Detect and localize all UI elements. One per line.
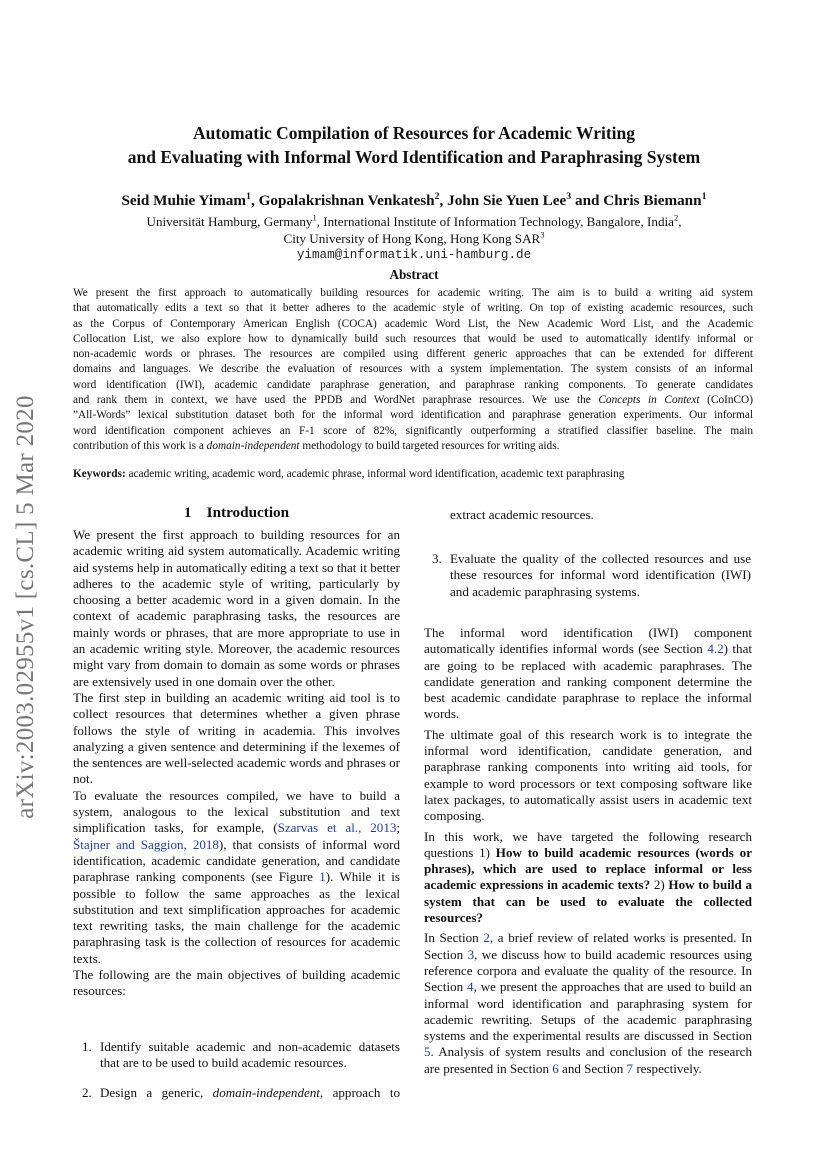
intro-paragraph-3 [73, 788, 400, 967]
title-line-1: Automatic Compilation of Resources for Academic Writing [193, 123, 635, 143]
abstract-line: We present the first approach to automatically building resources for academic writing. The aim is to build a writing aid system [73, 287, 753, 299]
p3-text: To evaluate the resources compiled, we have to build a system, analogous to the lexical substitution and text simplification tasks, for example, ( [73, 787, 400, 836]
abstract-domain-italic: domain-independent [206, 439, 300, 452]
section-5-link[interactable]: 5 [424, 1044, 431, 1060]
r4-text: respectively. [633, 1060, 702, 1076]
p3-text: ). While it is possible to follow the same approaches as the lexical substitution and text simplification approaches for academic text rewriting tasks, the main challenge for the academic paraphrasing task is the collection of resources for academic texts. [73, 869, 400, 966]
section-number: 1 [183, 504, 192, 521]
abstract-body [73, 286, 753, 454]
research-question-2: How to build a system that can be used to evaluate the collected resources? [424, 877, 753, 926]
abstract-line: word identification component achieves an F-1 score of 82%, significantly outperforming a stratified classifier baseline. The main [73, 424, 753, 437]
arxiv-identifier-stamp [6, 362, 46, 852]
section-heading-introduction [73, 504, 400, 522]
list-text-part: , approach to [319, 1085, 400, 1100]
r1-text: The informal word identification (IWI) component automatically identifies informal words (see Section [424, 625, 752, 657]
affiliations [60, 213, 768, 247]
section-7-link[interactable]: 7 [626, 1060, 634, 1076]
abstract-line: word identification (IWI), academic candidate paraphrase generation, and paraphrase ranking components. To generate candidates [73, 378, 753, 391]
r1-text: ) that are going to be replaced with academic paraphrases. The candidate generation and ranking component determine the best academic candidate paraphrase to replace the informal words. [424, 641, 752, 722]
citation-szarvas-2013[interactable]: Szarvas et al., 2013 [277, 820, 397, 836]
p3-text: ), that consists of informal word identification, academic candidate generation, and candidate paraphrase ranking components (see Figure [73, 836, 401, 885]
affil-comma: , [678, 214, 682, 229]
p3-sep: ; [396, 820, 400, 836]
abstract-coinco-italic: Concepts in Context [598, 394, 700, 407]
contact-email[interactable]: yimam@informatik.uni-hamburg.de [296, 248, 532, 262]
r3-text: 2) [650, 877, 669, 893]
arxiv-id-text: arXiv:2003.02955v1 [cs.CL] 5 Mar 2020 [12, 395, 39, 819]
author-4: and Chris Biemann [571, 192, 702, 209]
section-4-link[interactable]: 4 [467, 979, 474, 995]
author-1: Seid Muhie Yimam [121, 192, 247, 209]
author-2-affil: 2 [434, 190, 440, 202]
abstract-line-tail: (CoInCO) [699, 394, 753, 407]
author-1-affil: 1 [246, 190, 251, 202]
affil-cityu-mark: 3 [540, 229, 545, 240]
abstract-heading: Abstract [389, 267, 439, 282]
right-paragraph-3 [424, 829, 752, 927]
section-2-link[interactable]: 2 [483, 930, 490, 946]
figure-1-link[interactable]: 1 [319, 869, 326, 885]
abstract-line: ”All-Words” lexical substitution dataset both for the informal word identification and paraphrase generation experiments. Our informal [73, 409, 753, 422]
list-number: 1. [82, 1039, 92, 1054]
citation-stajner-2018[interactable]: Štajner and Saggion, 2018 [73, 836, 219, 852]
abstract-line: as the Corpus of Contemporary American English (COCA) academic Word List, the New Academic Word List, and the Academic [73, 317, 753, 330]
r4-text: , a brief review of related works is presented. In Section [424, 930, 753, 962]
abstract-line-text: and rank them in context, we have used the PPDB and WordNet paraphrase resources. We use the [73, 394, 599, 407]
abstract-line: domains and languages. We describe the evaluation of resources with a system implementation. The system consists of an informal [73, 363, 753, 376]
list-number: 3. [432, 551, 442, 566]
r4-text: and Section [558, 1060, 627, 1076]
list-number: 2. [82, 1085, 92, 1100]
abstract-line-tail: methodology to build targeted resources for writing aids. [299, 439, 560, 452]
abstract-line [73, 393, 753, 408]
list-text [100, 1085, 400, 1101]
title-line-2: and Evaluating with Informal Word Identification and Paraphrasing System [127, 147, 701, 167]
author-3: , John Sie Yuen Lee [439, 192, 567, 209]
research-question-1: How to build academic resources (words or phrases), which are used to replace informal or less academic expressions in academic texts? [424, 844, 752, 893]
keywords [73, 468, 763, 480]
r4-text: , we discuss how to build academic resources using reference corpora and evaluate the quality of the resource. In Section [424, 946, 752, 995]
section-3-link[interactable]: 3 [467, 946, 475, 962]
r4-text: In Section [424, 930, 484, 946]
section-6-link[interactable]: 6 [552, 1060, 559, 1076]
right-paragraph-4 [424, 930, 752, 1077]
abstract-line: that automatically edits a text so that it better adheres to the academic style of writing. On top of existing academic resources, such [73, 302, 753, 315]
section-title: Introduction [206, 504, 290, 521]
r3-text: In this work, we have targeted the following research questions 1) [424, 828, 752, 860]
affil-iiit-mark: 2 [673, 212, 679, 223]
author-4-affil: 1 [701, 190, 707, 202]
section-4-2-link[interactable]: 4.2 [707, 641, 724, 657]
intro-paragraph-1: We present the first approach to building resources for an academic writing aid system automatically. Academic writing aid systems help in automatically editing a text so that it better adheres to the academic style of writing, particularly by choosing a better academic word in a given domain. In the context of academic paraphrasing tasks, the resources are mainly words or phrases, that are more appropriate to use in an academic writing style. Moreover, the academic resources might vary from domain to domain as some words or phrases are extensively used in one domain over the other. [73, 527, 400, 689]
intro-paragraph-4: The following are the main objectives of building academic resources: [73, 967, 400, 999]
intro-right-column [424, 625, 752, 1077]
abstract-line: non-academic words or phrases. The resources are compiled using different generic approaches that can be extended for different [73, 348, 753, 361]
right-paragraph-1 [424, 625, 752, 723]
abstract-line-text: contribution of this work is a [73, 439, 207, 452]
affiliation-line-2 [60, 230, 768, 247]
r4-text: , we present the approaches that are used to build an informal word identification and paraphrasing system for academic rewriting. Setups of the academic paraphrasing systems and the experimental results are discussed in Section [424, 979, 752, 1044]
affil-iiit: , International Institute of Information Technology, Bangalore, India [316, 214, 674, 229]
paper-title [60, 121, 768, 169]
list-italic: domain-independent [212, 1085, 320, 1100]
list-text: Evaluate the quality of the collected resources and use these resources for informal word identification (IWI) and academic paraphrasing systems. [450, 551, 751, 599]
intro-left-column [73, 527, 400, 1000]
keywords-text: academic writing, academic word, academic phrase, informal word identification, academic text paraphrasing [125, 468, 625, 480]
keywords-label: Keywords: [73, 468, 126, 480]
affil-cityu: City University of Hong Kong, Hong Kong SAR [283, 231, 541, 246]
abstract-line [73, 439, 753, 454]
author-3-affil: 3 [566, 190, 572, 202]
list-text: extract academic resources. [450, 507, 594, 522]
r4-text: . Analysis of system results and conclusion of the research are presented in Section [424, 1044, 752, 1076]
list-text-part: Design a generic, [100, 1085, 213, 1100]
affil-hamburg-mark: 1 [312, 212, 317, 223]
intro-paragraph-2: The first step in building an academic writing aid tool is to collect resources that determines whether a given phrase follows the style of writing in academia. This involves analyzing a given sentence and determining if the lexemes of the sentences are well-selected academic words and phrases or not. [73, 689, 400, 787]
abstract-line: Collocation List, we also explore how to dynamically build such resources that would be used to automatically identify informal or [73, 332, 753, 345]
affil-hamburg: Universität Hamburg, Germany [146, 214, 313, 229]
author-2: , Gopalakrishnan Venkatesh [250, 192, 435, 209]
affiliation-line-1 [60, 213, 768, 230]
right-paragraph-2: The ultimate goal of this research work is to integrate the informal word identification, candidate generation, and paraphrase ranking components into writing aid tools, for example to word processors or text composing software like latex packages, to automatically assist users in academic text composing. [424, 726, 752, 824]
list-text: Identify suitable academic and non-academic datasets that are to be used to build academic resources. [100, 1039, 400, 1071]
author-list [60, 192, 768, 210]
